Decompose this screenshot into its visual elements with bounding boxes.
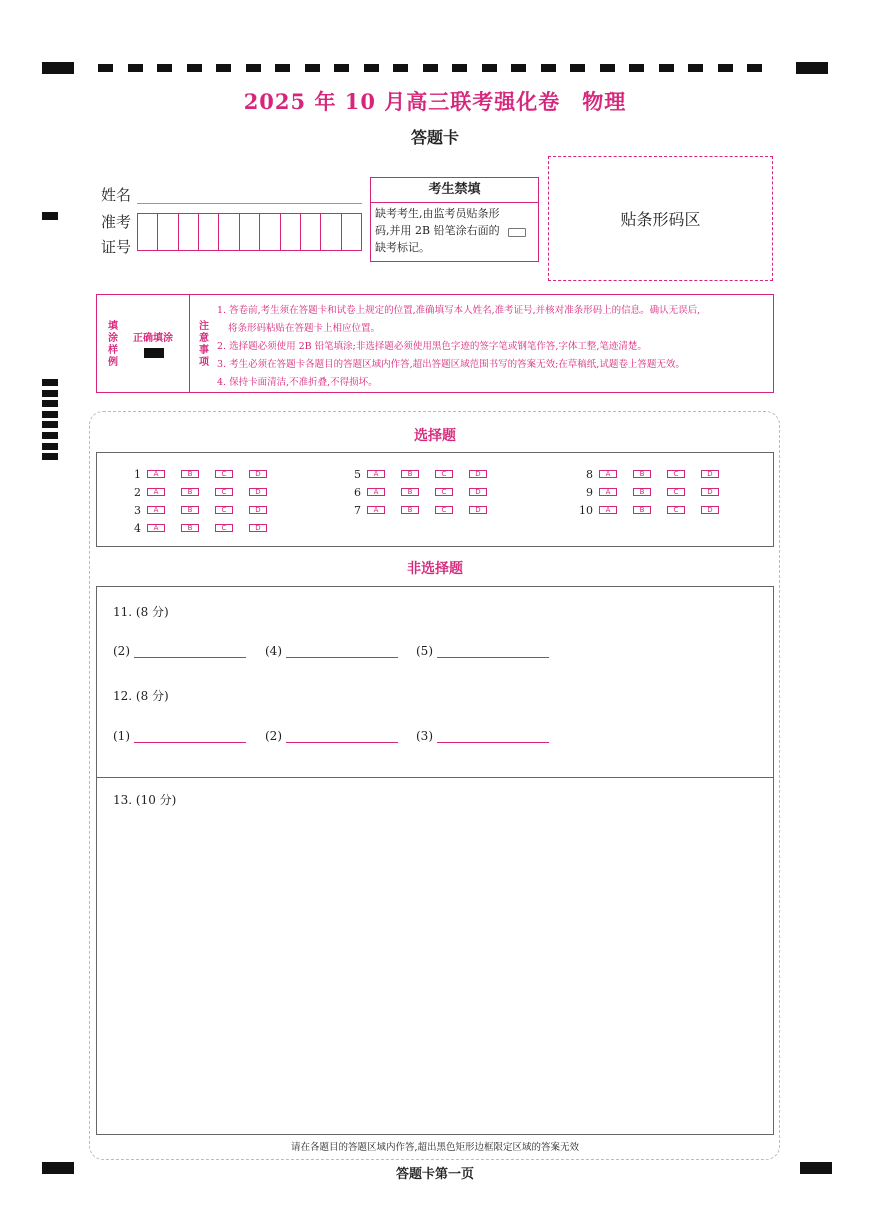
id-cell[interactable] [301, 214, 321, 250]
q11-blank[interactable] [416, 643, 549, 658]
choice-question-row [337, 485, 503, 499]
choice-question-row [117, 503, 283, 517]
exam-id-label-1: 准考 [101, 213, 132, 231]
option-bubble-a[interactable]: A [599, 488, 617, 496]
q11-blank[interactable] [265, 643, 398, 658]
absent-text: 缺考考生,由监考员贴条形码,并用 2B 铅笔涂右面的缺考标记。 [375, 207, 500, 254]
timing-mark [541, 64, 556, 72]
timing-mark [42, 400, 58, 407]
footer-note: 请在各题目的答题区域内作答,超出黑色矩形边框限定区域的答案无效 [290, 1142, 580, 1153]
timing-mark [718, 64, 733, 72]
exam-id-label-2: 证号 [101, 238, 132, 256]
option-bubble-b[interactable]: B [633, 506, 651, 514]
blank-label: (1) [113, 729, 130, 743]
timing-mark [423, 64, 438, 72]
timing-mark [187, 64, 202, 72]
option-bubble-c[interactable]: C [215, 470, 233, 478]
question-number: 7 [354, 503, 361, 517]
option-bubble-a[interactable]: A [147, 470, 165, 478]
option-bubble-c[interactable]: C [435, 488, 453, 496]
q12-blank[interactable] [265, 728, 398, 743]
option-bubble-c[interactable]: C [667, 470, 685, 478]
blank-label: (5) [416, 644, 433, 658]
option-bubble-b[interactable]: B [181, 506, 199, 514]
choice-question-row [117, 521, 283, 535]
answer-box-13[interactable] [96, 777, 774, 1135]
id-cell[interactable] [199, 214, 219, 250]
q12-blank[interactable] [416, 728, 549, 743]
timing-mark [42, 453, 58, 460]
id-cell[interactable] [138, 214, 158, 250]
blank-label: (3) [416, 729, 433, 743]
question-number: 3 [134, 503, 141, 517]
option-bubble-b[interactable]: B [401, 506, 419, 514]
id-cell[interactable] [240, 214, 260, 250]
option-bubble-d[interactable]: D [249, 470, 267, 478]
nonchoice-section-title: 非选择题 [407, 561, 463, 577]
option-bubble-b[interactable]: B [401, 470, 419, 478]
blank-label: (4) [265, 644, 282, 658]
timing-mark [334, 64, 349, 72]
option-bubble-c[interactable]: C [435, 506, 453, 514]
timing-mark [688, 64, 703, 72]
name-label: 姓名 [101, 186, 132, 204]
notice-item: 3. 考生必须在答题卡各题目的答题区域内作答,超出答题区域范围书写的答案无效;在草稿纸,试题卷上答题无效。 [217, 359, 685, 370]
timing-mark [600, 64, 615, 72]
timing-mark [305, 64, 320, 72]
timing-mark [42, 379, 58, 386]
option-bubble-c[interactable]: C [667, 488, 685, 496]
id-cell[interactable] [342, 214, 361, 250]
id-cell[interactable] [260, 214, 280, 250]
timing-mark [364, 64, 379, 72]
timing-mark [42, 62, 74, 74]
id-cell[interactable] [158, 214, 178, 250]
option-bubble-b[interactable]: B [181, 488, 199, 496]
notice-item: 2. 选择题必须使用 2B 铅笔填涂;非选择题必须使用黑色字迹的签字笔或钢笔作答,字体工整,笔迹清楚。 [217, 341, 647, 352]
q11-blank[interactable] [113, 643, 246, 658]
option-bubble-d[interactable]: D [249, 488, 267, 496]
sample-vertical-label: 填 涂 样 例 [108, 321, 118, 368]
question-13-header: 13. (10 分) [113, 793, 177, 807]
question-number: 8 [586, 467, 593, 481]
question-12-header: 12. (8 分) [113, 689, 169, 703]
sample-filled-mark [144, 348, 164, 358]
option-bubble-c[interactable]: C [435, 470, 453, 478]
timing-mark [275, 64, 290, 72]
question-number: 1 [134, 467, 141, 481]
barcode-area: 贴条形码区 [548, 156, 773, 281]
choice-question-row [117, 485, 283, 499]
timing-mark [747, 64, 762, 72]
timing-mark [42, 411, 58, 418]
choice-question-row [569, 485, 735, 499]
absent-mark[interactable] [508, 228, 526, 237]
choice-question-row [569, 503, 735, 517]
choice-question-row [337, 503, 503, 517]
option-bubble-b[interactable]: B [633, 488, 651, 496]
timing-mark [629, 64, 644, 72]
id-cell[interactable] [179, 214, 199, 250]
timing-mark [216, 64, 231, 72]
name-field[interactable] [137, 203, 362, 204]
timing-mark [796, 62, 828, 74]
option-bubble-c[interactable]: C [215, 524, 233, 532]
absent-box [370, 177, 539, 262]
option-bubble-d[interactable]: D [701, 470, 719, 478]
option-bubble-a[interactable]: A [147, 488, 165, 496]
option-bubble-b[interactable]: B [633, 470, 651, 478]
notice-item: 将条形码粘贴在答题卡上相应位置。 [228, 323, 381, 334]
option-bubble-d[interactable]: D [701, 488, 719, 496]
timing-mark [42, 390, 58, 397]
question-number: 4 [134, 521, 141, 535]
question-number: 6 [354, 485, 361, 499]
page-title: 2025 年 10 月高三联考强化卷 物理 [243, 89, 627, 114]
choice-box [96, 452, 774, 547]
option-bubble-d[interactable]: D [249, 524, 267, 532]
timing-mark [98, 64, 113, 72]
id-cell[interactable] [321, 214, 341, 250]
timing-mark [42, 212, 58, 220]
option-bubble-a[interactable]: A [147, 506, 165, 514]
option-bubble-b[interactable]: B [181, 470, 199, 478]
timing-mark [452, 64, 467, 72]
timing-mark [659, 64, 674, 72]
choice-question-row [117, 467, 283, 481]
notice-box [96, 294, 774, 393]
timing-mark [482, 64, 497, 72]
question-number: 9 [586, 485, 593, 499]
page-subtitle: 答题卡 [410, 128, 459, 147]
option-bubble-c[interactable]: C [667, 506, 685, 514]
choice-question-row [337, 467, 503, 481]
option-bubble-d[interactable]: D [701, 506, 719, 514]
timing-mark [128, 64, 143, 72]
option-bubble-b[interactable]: B [401, 488, 419, 496]
option-bubble-a[interactable]: A [599, 506, 617, 514]
notice-item: 4. 保持卡面清洁,不准折叠,不得损坏。 [217, 377, 378, 388]
absent-heading: 考生禁填 [371, 178, 538, 203]
option-bubble-a[interactable]: A [599, 470, 617, 478]
option-bubble-b[interactable]: B [181, 524, 199, 532]
option-bubble-a[interactable]: A [367, 488, 385, 496]
answer-box-11-12[interactable] [96, 586, 774, 778]
timing-mark [393, 64, 408, 72]
question-number: 2 [134, 485, 141, 499]
question-number: 5 [354, 467, 361, 481]
option-bubble-c[interactable]: C [215, 488, 233, 496]
timing-mark [157, 64, 172, 72]
page-number: 答题卡第一页 [395, 1167, 474, 1182]
option-bubble-d[interactable]: D [469, 488, 487, 496]
sample-label: 正确填涂 [133, 333, 173, 344]
option-bubble-a[interactable]: A [367, 506, 385, 514]
option-bubble-d[interactable]: D [469, 506, 487, 514]
question-number: 10 [579, 503, 593, 517]
exam-id-grid[interactable] [137, 213, 362, 251]
q12-blank[interactable] [113, 728, 246, 743]
notes-vertical-label: 注 意 事 项 [199, 321, 209, 368]
id-cell[interactable] [219, 214, 239, 250]
blank-label: (2) [265, 729, 282, 743]
option-bubble-a[interactable]: A [367, 470, 385, 478]
timing-mark [246, 64, 261, 72]
timing-mark [511, 64, 526, 72]
question-11-header: 11. (8 分) [113, 605, 169, 619]
choice-section-title: 选择题 [414, 428, 456, 444]
blank-label: (2) [113, 644, 130, 658]
id-cell[interactable] [281, 214, 301, 250]
option-bubble-d[interactable]: D [469, 470, 487, 478]
option-bubble-d[interactable]: D [249, 506, 267, 514]
option-bubble-c[interactable]: C [215, 506, 233, 514]
choice-question-row [569, 467, 735, 481]
option-bubble-a[interactable]: A [147, 524, 165, 532]
notice-item: 1. 答卷前,考生须在答题卡和试卷上规定的位置,准确填写本人姓名,准考证号,并核对准条形码上的信息。确认无误后, [217, 305, 701, 316]
timing-mark [570, 64, 585, 72]
